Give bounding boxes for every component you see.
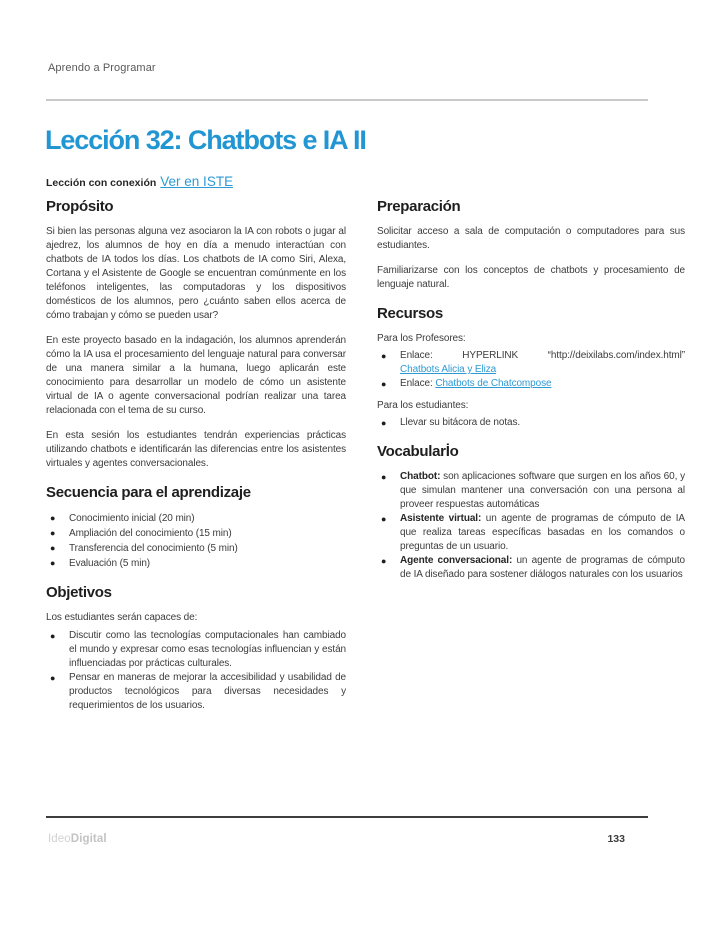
list-item bbox=[46, 629, 346, 671]
bullet-icon: ● bbox=[50, 528, 56, 538]
list-item bbox=[46, 526, 346, 541]
list-item-label: Evaluación (5 min) bbox=[69, 558, 151, 569]
recursos-heading: Recursos bbox=[377, 305, 443, 322]
vocab-definition: son aplicaciones software que surgen en los años 60, y que simulan mantener una conversación con una persona al proveer respuestas automáticas bbox=[400, 471, 685, 510]
bullet-icon: ● bbox=[50, 543, 56, 553]
vocab-definition: un agente de programas de cómputo de IA que realiza tareas específicas basadas en los comandos o preguntas de un usuario. bbox=[400, 513, 685, 552]
vocab-entry bbox=[400, 512, 685, 554]
resource-link-line bbox=[400, 377, 685, 391]
vocabulario-heading: Vocabularİo bbox=[377, 443, 459, 460]
recursos-teacher-list bbox=[377, 349, 685, 391]
bullet-icon: ● bbox=[381, 556, 387, 566]
vocabulario-list bbox=[377, 470, 685, 582]
list-item bbox=[377, 349, 685, 377]
vocab-term: Chatbot: bbox=[400, 471, 441, 482]
list-item-label: Conocimiento inicial (20 min) bbox=[69, 513, 195, 524]
bullet-icon: ● bbox=[50, 631, 56, 641]
list-item bbox=[46, 511, 346, 526]
right-column bbox=[377, 197, 685, 721]
list-item-label: Transferencia del conocimiento (5 min) bbox=[69, 543, 238, 554]
header-divider bbox=[46, 99, 648, 101]
list-item bbox=[377, 470, 685, 512]
proposito-paragraph: En esta sesión los estudiantes tendrán experiencias prácticas utilizando chatbots e identificarán las diferencias entre los asistentes virtuales y agentes conversacionales. bbox=[46, 430, 346, 469]
recursos-teachers-label: Para los Profesores: bbox=[377, 333, 466, 344]
list-item bbox=[46, 541, 346, 556]
proposito-heading: Propósito bbox=[46, 198, 114, 215]
footer-brand-bold: Digital bbox=[70, 833, 107, 845]
iste-link[interactable]: Ver en ISTE bbox=[160, 174, 234, 189]
vocab-term: Asistente virtual: bbox=[400, 513, 482, 524]
bullet-icon: ● bbox=[381, 418, 387, 428]
chatbots-alicia-eliza-link[interactable]: Chatbots Alicia y Eliza bbox=[400, 364, 497, 375]
list-item bbox=[46, 556, 346, 571]
bullet-icon: ● bbox=[381, 379, 387, 389]
resource-link-prefix: Enlace: bbox=[400, 378, 433, 389]
left-column bbox=[46, 197, 346, 721]
secuencia-heading: Secuencia para el aprendizaje bbox=[46, 484, 251, 501]
proposito-paragraph: Si bien las personas alguna vez asociaron la IA con robots o jugar al ajedrez, los alumnos de hoy en día a menudo interactúan con chatbots de IA todos los días. Los chatbots de IA como Siri, Alexa, Cortana y el Asistente de Google se encuentran comúnmente en los teléfonos inteligentes, las computadoras y los dispositivos domésticos de los alumnos, pero ¿cuánto saben ellos acerca de cómo trabajan y cómo se pueden usar? bbox=[46, 226, 346, 321]
preparacion-paragraph: Solicitar acceso a sala de computación o computadores para sus estudiantes. bbox=[377, 226, 685, 251]
two-column-layout bbox=[46, 197, 685, 721]
list-item-label: Ampliación del conocimiento (15 min) bbox=[69, 528, 232, 539]
vocab-entry bbox=[400, 470, 685, 512]
page-title: Lección 32: Chatbots e IA II bbox=[45, 125, 366, 155]
list-item-label: Pensar en maneras de mejorar la accesibilidad y usabilidad de productos tecnológicos para diversas necesidades y requerimientos de los usuarios. bbox=[69, 672, 346, 711]
bullet-icon: ● bbox=[381, 351, 387, 361]
recursos-students-label: Para los estudiantes: bbox=[377, 400, 469, 411]
list-item bbox=[377, 416, 685, 430]
preparacion-heading: Preparación bbox=[377, 198, 461, 215]
footer-divider bbox=[46, 816, 648, 818]
bullet-icon: ● bbox=[50, 513, 56, 523]
objetivos-list bbox=[46, 629, 346, 713]
list-item bbox=[377, 377, 685, 391]
secuencia-list bbox=[46, 511, 346, 571]
list-item bbox=[46, 671, 346, 713]
objetivos-heading: Objetivos bbox=[46, 584, 112, 601]
bullet-icon: ● bbox=[50, 673, 56, 683]
list-item-label: Llevar su bitácora de notas. bbox=[400, 417, 521, 428]
header-brand: Aprendo a Programar bbox=[48, 62, 156, 74]
objetivos-intro: Los estudiantes serán capaces de: bbox=[46, 612, 198, 623]
footer-brand-light: Ideo bbox=[48, 833, 71, 845]
list-item-label: Discutir como las tecnologías computacionales han cambiado el mundo y expresar como esas tecnologías influencian y están influenciadas por prácticas culturales. bbox=[69, 630, 346, 669]
resource-link-line bbox=[400, 349, 685, 377]
proposito-paragraph: En este proyecto basado en la indagación, los alumnos aprenderán cómo la IA usa el procesamiento del lenguaje natural para conversar de una manera similar a la humana, luego aplicarán este conocimiento para desarrollar un modelo de cómo un asistente virtual de IA o agente conversacional podrían realizar una tarea relacionada con el tema de su curso. bbox=[46, 335, 346, 416]
bullet-icon: ● bbox=[381, 514, 387, 524]
lesson-connection-label: Lección con conexión bbox=[46, 177, 157, 189]
list-item bbox=[377, 512, 685, 554]
page-number: 133 bbox=[607, 833, 625, 845]
bullet-icon: ● bbox=[381, 472, 387, 482]
recursos-student-list bbox=[377, 416, 685, 430]
footer-brand-logo bbox=[48, 833, 107, 845]
vocab-term: Agente conversacional: bbox=[400, 555, 513, 566]
chatbots-chatcompose-link[interactable]: Chatbots de Chatcompose bbox=[435, 378, 552, 389]
preparacion-paragraph: Familiarizarse con los conceptos de chatbots y procesamiento de lenguaje natural. bbox=[377, 265, 685, 290]
vocab-definition: un agente de programas de cómputo de IA diseñado para sostener diálogos naturales con los usuarios bbox=[400, 555, 685, 580]
list-item bbox=[377, 554, 685, 582]
lesson-connection-line bbox=[46, 174, 233, 189]
vocab-entry bbox=[400, 554, 685, 582]
bullet-icon: ● bbox=[50, 558, 56, 568]
resource-link-prefix: Enlace: HYPERLINK “http://deixilabs.com/index.html” bbox=[400, 350, 685, 361]
